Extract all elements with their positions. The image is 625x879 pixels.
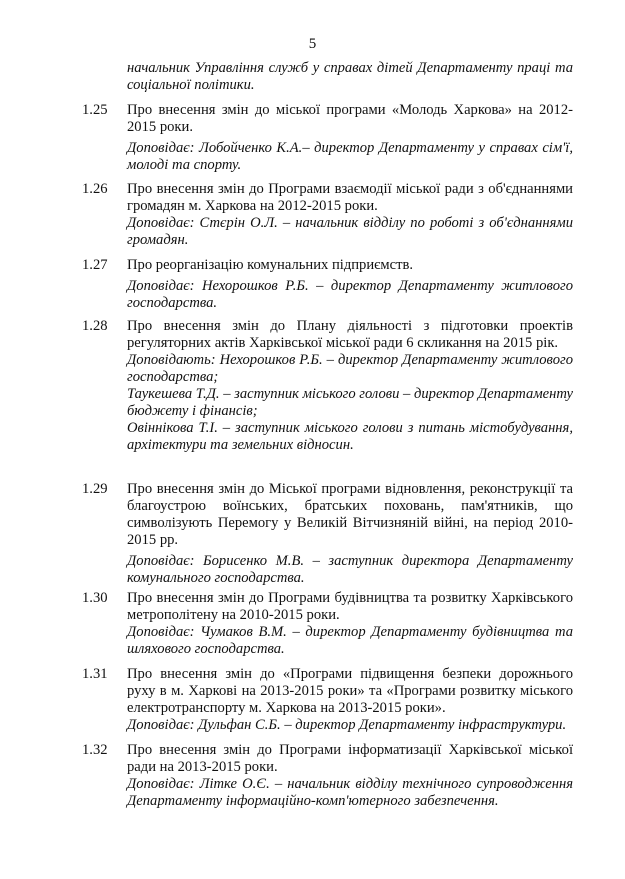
item-body [127, 181, 573, 249]
item-speaker: Доповідає: Борисенко М.В. – заступник директора Департаменту комунального господарства. [127, 553, 573, 586]
item-title: Про внесення змін до Програми інформатизації Харківської міської ради на 2013-2015 роки. [127, 742, 573, 775]
item-title: Про внесення змін до Програми будівництва та розвитку Харківського метрополітену на 2010-2015 роки. [127, 590, 573, 623]
item-title: Про внесення змін до Міської програми відновлення, реконструкції та благоустрою воїнських, братських поховань, пам'ятників, що символізують Перемогу у Великій Вітчизняній війні, на період 2010-2015 рр. [127, 481, 573, 548]
page-number: 5 [308, 36, 317, 52]
item-speaker: Доповідає: Дульфан С.Б. – директор Департаменту інфраструктури. [127, 717, 567, 733]
item-speaker: Доповідає: Нехорошков Р.Б. – директор Департаменту житлового господарства. [127, 278, 573, 311]
continuation-text: начальник Управління служб у справах дітей Департаменту праці та соціальної політики. [127, 60, 573, 93]
item-title: Про реорганізацію комунальних підприємств. [127, 257, 414, 273]
item-number: 1.30 [82, 590, 108, 606]
item-speaker: Доповідає: Стєрін О.Л. – начальник відділу по роботі з об'єднаннями громадян. [127, 215, 573, 248]
item-number: 1.29 [82, 481, 108, 497]
item-number: 1.27 [82, 257, 108, 273]
item-speaker: Таукешева Т.Д. – заступник міського голови – директор Департаменту бюджету і фінансів; [127, 386, 573, 419]
item-body [127, 318, 573, 454]
item-number: 1.25 [82, 102, 108, 118]
item-number: 1.32 [82, 742, 108, 758]
item-title: Про внесення змін до міської програми «Молодь Харкова» на 2012-2015 роки. [127, 102, 573, 135]
item-body [127, 102, 573, 174]
item-body [127, 481, 573, 587]
item-speaker: Овіннікова Т.І. – заступник міського голови з питань містобудування, архітектури та земельних відносин. [127, 420, 573, 453]
item-title: Про внесення змін до Плану діяльності з підготовки проектів регуляторних актів Харківської міської ради 6 скликання на 2015 рік. [127, 318, 573, 351]
item-number: 1.26 [82, 181, 108, 197]
item-body [127, 666, 573, 734]
item-number: 1.28 [82, 318, 108, 334]
item-speaker: Доповідає: Лобойченко К.А.– директор Департаменту у справах сім'ї, молоді та спорту. [127, 140, 573, 173]
item-title: Про внесення змін до Програми взаємодії міської ради з об'єднаннями громадян м. Харкова на 2012-2015 роки. [127, 181, 573, 214]
item-speaker: Доповідає: Чумаков В.М. – директор Департаменту будівництва та шляхового господарства. [127, 624, 573, 657]
item-number: 1.31 [82, 666, 108, 682]
item-speaker: Доповідає: Літке О.Є. – начальник відділу технічного супроводження Департаменту інформаційно-комп'ютерного забезпечення. [127, 776, 573, 809]
item-body [127, 257, 573, 312]
item-title: Про внесення змін до «Програми підвищення безпеки дорожнього руху в м. Харкові на 2013-2015 роки» та «Програми розвитку міського електротранспорту м. Харкова на 2013-2015 роки». [127, 666, 573, 716]
item-body [127, 590, 573, 658]
item-speaker: Доповідають: Нехорошков Р.Б. – директор Департаменту житлового господарства; [127, 352, 573, 385]
item-body [127, 742, 573, 810]
